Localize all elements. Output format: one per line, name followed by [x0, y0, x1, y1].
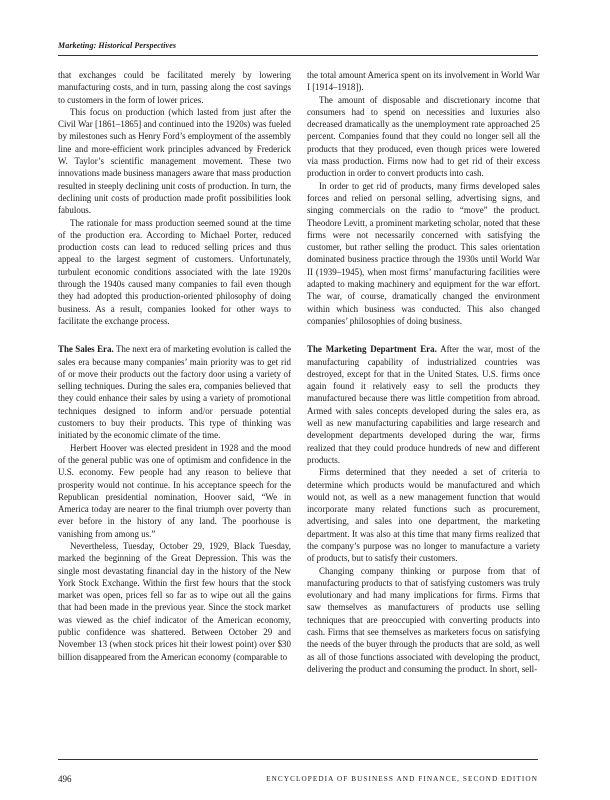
section-heading-marketing-department-era: The Marketing Department Era. [307, 344, 437, 355]
right-column [307, 69, 540, 753]
paragraph: the total amount America spent on its involvement in World War I [1914–1918]). [307, 70, 540, 93]
paragraph: The rationale for mass production seemed sound at the time of the production era. According to Michael Porter, reduced production costs can lead to reduced selling prices and thus appeal to the largest segment of customers. Unfortunately, turbulent economic conditions associated with the late 1920s through the 1940s caused many companies to fail even though they had adopted this production-oriented philosophy of doing business. As a result, companies looked for other ways to facilitate the exchange process. [58, 217, 291, 326]
section-paragraph-marketing-department-era [307, 343, 540, 466]
section-paragraph-sales-era [58, 343, 291, 441]
header-rule [58, 55, 538, 56]
left-column [58, 69, 291, 753]
footer-rule [58, 759, 538, 760]
section-heading-sales-era: The Sales Era. [58, 344, 114, 355]
running-head: Marketing: Historical Perspectives [58, 41, 177, 50]
paragraph: This focus on production (which lasted from just after the Civil War [1861–1865] and continued into the 1920s) was fueled by milestones such as Henry Ford’s employment of the assembly line and more-efficient work principles advanced by Frederick W. Taylor’s scientific management movement. These two innovations made business managers aware that mass production resulted in steeply declining unit costs of production. In turn, the declining unit costs of production made profit possibilities look fabulous. [58, 106, 291, 216]
page-number: 496 [58, 774, 72, 784]
paragraph: that exchanges could be facilitated merely by lowering manufacturing costs, and in turn, passing along the cost savings to customers in the form of lower prices. [58, 70, 291, 105]
paragraph: Nevertheless, Tuesday, October 29, 1929, Black Tuesday, marked the beginning of the Great Depression. This was the single most devastating financial day in the history of the New York Stock Exchange. Within the first few hours that the stock market was open, prices fell so far as to wipe out all the gains that had been made in the previous year. Since the stock market was viewed as the chief indicator of the American economy, public confidence was shattered. Between October 29 and November 13 (when stock prices hit their lowest point) over $30 billion disappeared from the American economy (comparable to [58, 540, 291, 662]
paragraph: The amount of disposable and discretionary income that consumers had to spend on necessities and luxuries also decreased dramatically as the unemployment rate approached 25 percent. Companies found that they could no longer sell all the products that they produced, even though prices were lowered via mass production. Firms now had to get rid of their excess production in order to convert products into cash. [307, 94, 540, 179]
publication-title: ENCYCLOPEDIA OF BUSINESS AND FINANCE, SECOND EDITION [266, 775, 538, 783]
paragraph-text: After the war, most of the manufacturing capability of industrialized countries was destroyed, except for that in the United States. U.S. firms once again found it relatively easy to sell the products they manufactured because there was little competition from abroad. Armed with sales concepts developed during the sales era, as well as new manufacturing capabilities and large research and development departments developed during the war, firms realized that they could produce hundreds of new and different products. [307, 344, 540, 465]
paragraph: In order to get rid of products, many firms developed sales forces and relied on personal selling, advertising signs, and singing commercials on the radio to “move” the product. Theodore Levitt, a prominent marketing scholar, noted that these firms were not necessarily concerned with satisfying the customer, but rather selling the product. This sales orientation dominated business practice through the 1930s until World War II (1939–1945), when most firms’ manufacturing facilities were adapted to making machinery and equipment for the war effort. The war, of course, dramatically changed the environment within which business was conducted. This also changed companies’ philosophies of doing business. [307, 180, 540, 326]
paragraph-text: The next era of marketing evolution is called the sales era because many companies’ main priority was to get rid of or move their products out the factory door using a variety of selling techniques. During the sales era, companies believed that they could enhance their sales by using a variety of promotional techniques designed to inform and/or persuade potential customers to buy their products. This type of thinking was initiated by the economic climate of the time. [58, 344, 291, 441]
paragraph: Changing company thinking or purpose from that of manufacturing products to that of satisfying customers was truly evolutionary and had many implications for firms. Firms that saw themselves as manufacturers of products use selling techniques that are preoccupied with converting products into cash. Firms that see themselves as marketers focus on satisfying the needs of the buyer through the products that are sold, as well as all of those functions associated with developing the product, delivering the product and consuming the product. In short, sell- [307, 565, 540, 674]
paragraph: Firms determined that they needed a set of criteria to determine which products would be manufactured and which would not, as well as a new management function that would incorporate many related functions such as procurement, advertising, and sales into one department, the marketing department. It was also at this time that many firms realized that the company’s purpose was no longer to manufacture a variety of products, but to satisfy their customers. [307, 467, 540, 564]
paragraph: Herbert Hoover was elected president in 1928 and the mood of the general public was one of optimism and confidence in the U.S. economy. Few people had any reason to believe that prosperity would not continue. In his acceptance speech for the Republican presidential nomination, Hoover said, “We in America today are nearer to the final triumph over poverty than ever before in the history of any land. The poorhouse is vanishing from among us.” [58, 442, 291, 539]
